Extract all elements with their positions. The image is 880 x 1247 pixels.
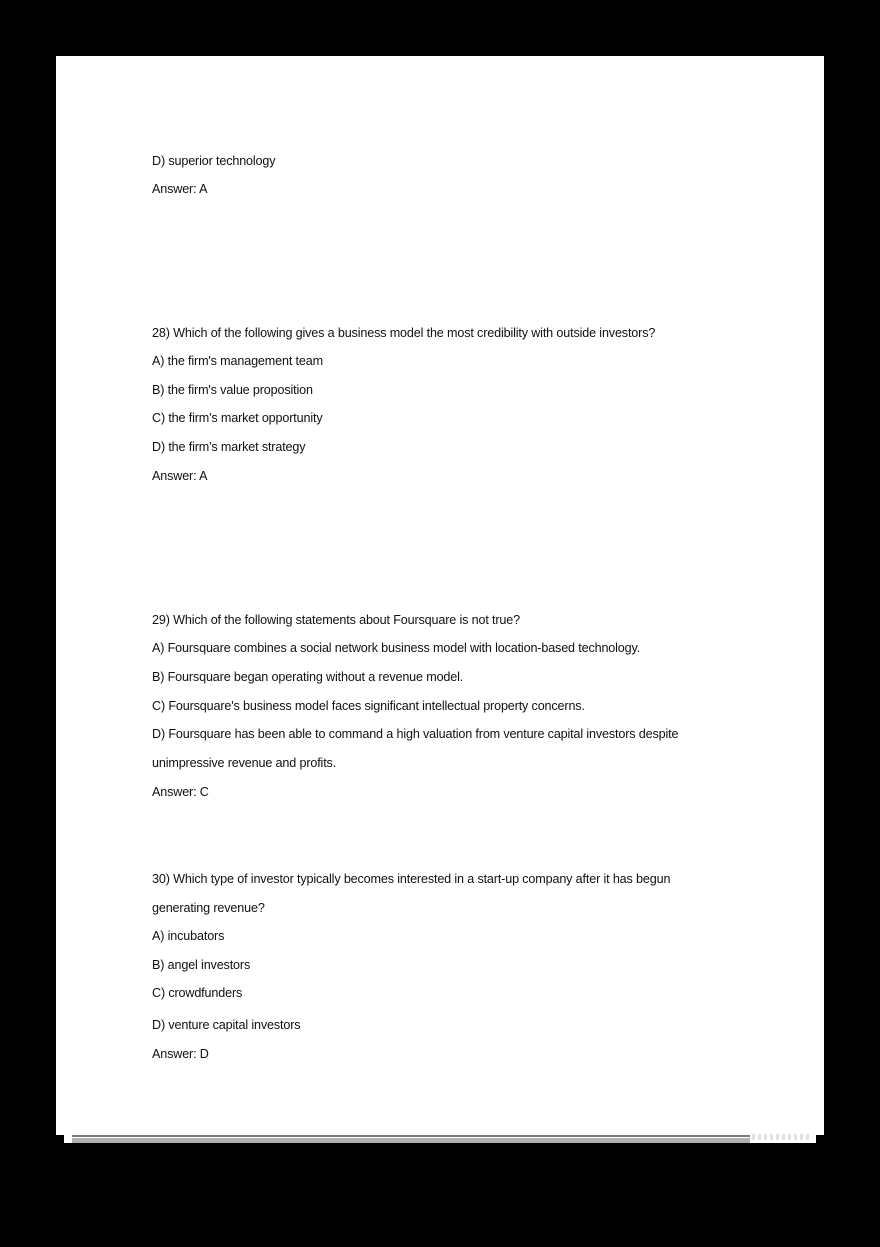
question-28-option-c: C) the firm's market opportunity <box>152 411 323 425</box>
prev-question-answer: Answer: A <box>152 182 208 196</box>
question-30-option-d: D) venture capital investors <box>152 1018 301 1032</box>
page-footer-marks <box>752 1134 810 1140</box>
question-29-option-d: D) Foursquare has been able to command a high valuation from venture capital investors despite <box>152 727 679 741</box>
page-footer-rule <box>72 1135 750 1137</box>
question-30-text-continued: generating revenue? <box>152 901 265 915</box>
question-29-text: 29) Which of the following statements about Foursquare is not true? <box>152 613 520 627</box>
question-28-answer: Answer: A <box>152 469 208 483</box>
question-29-option-c: C) Foursquare's business model faces significant intellectual property concerns. <box>152 699 585 713</box>
question-29-option-a: A) Foursquare combines a social network business model with location-based technology. <box>152 641 641 655</box>
question-30-text: 30) Which type of investor typically becomes interested in a start-up company after it has begun <box>152 872 671 886</box>
question-29-option-b: B) Foursquare began operating without a revenue model. <box>152 670 464 684</box>
question-28-option-b: B) the firm's value proposition <box>152 383 313 397</box>
page-footer-shadow <box>72 1138 750 1143</box>
question-28-option-a: A) the firm's management team <box>152 354 323 368</box>
question-28-text: 28) Which of the following gives a business model the most credibility with outside investors? <box>152 326 656 340</box>
question-29-answer: Answer: C <box>152 785 209 799</box>
question-30-option-c: C) crowdfunders <box>152 986 243 1000</box>
question-30-option-a: A) incubators <box>152 929 225 943</box>
prev-question-option-d: D) superior technology <box>152 154 276 168</box>
question-30-option-b: B) angel investors <box>152 958 251 972</box>
question-28-option-d: D) the firm's market strategy <box>152 440 306 454</box>
question-29-option-d-continued: unimpressive revenue and profits. <box>152 756 337 770</box>
document-page <box>56 56 824 1135</box>
question-30-answer: Answer: D <box>152 1047 209 1061</box>
